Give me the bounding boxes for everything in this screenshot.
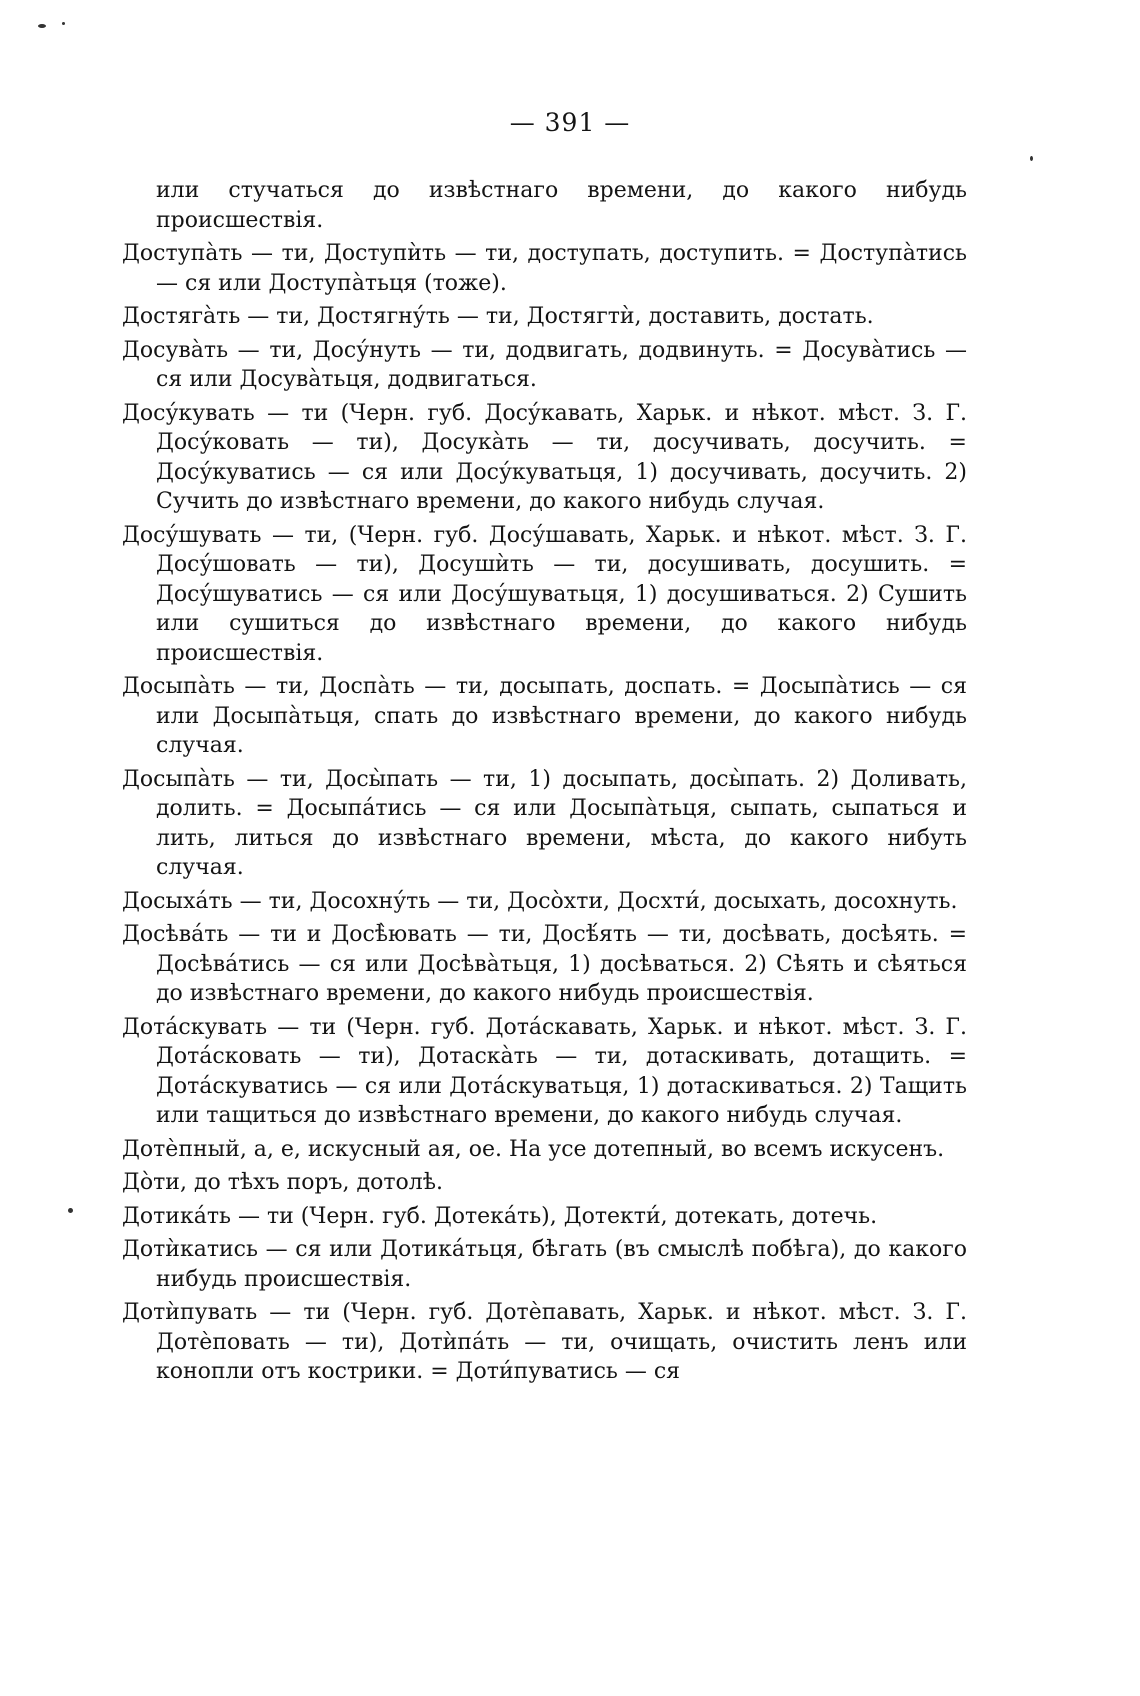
dictionary-entry: Досыпа̀ть — ти, Доспа̀ть — ти, досыпать, доспать. = Досыпа̀тись — ся или Досыпа̀тьця, спать до извѣстнаго времени, до какого нибудь случая.: [122, 674, 967, 758]
dictionary-entry: Досува̀ть — ти, Досу́нуть — ти, додвигать, додвинуть. = Досува̀тись — ся или Досува̀тьця, додвигаться.: [122, 337, 967, 392]
dictionary-entry: Досу́шувать — ти, (Черн. губ. Досу́шавать, Харьк. и нѣкот. мѣст. З. Г. Досу́шовать — ти), Досушѝть — ти, досушивать, досушить. = Досу́шуватись — ся или Досу́шуватьця, 1) досушиваться. 2) Сушить или сушиться до извѣстнаго времени, до какого нибудь происшествія.: [122, 522, 967, 666]
dictionary-entry: Дотика́ть — ти (Черн. губ. Дотека́ть), Дотекти́, дотекать, дотечь.: [122, 1203, 878, 1229]
entry-continuation: или стучаться до извѣстнаго времени, до какого нибудь происшествія.: [156, 178, 967, 233]
scan-speck: [68, 1208, 73, 1213]
dictionary-entry: Досу́кувать — ти (Черн. губ. Досу́кавать, Харьк. и нѣкот. мѣст. З. Г. Досу́ковать — ти), Досука̀ть — ти, досучивать, досучить. = Досу́куватись — ся или Досу́куватьця, 1) досучивать, досучить. 2) Сучить до извѣстнаго времени, до какого нибудь случая.: [122, 400, 967, 514]
dictionary-entry: Достяга̀ть — ти, Достягну́ть — ти, Достягтѝ, доставить, достать.: [122, 304, 874, 329]
dictionary-entry: Досыха́ть — ти, Досохну́ть — ти, Досо̀хти, Досхти́, досыхать, досохнуть.: [122, 888, 958, 914]
scan-speck: [1030, 156, 1033, 161]
dictionary-entry: Доступа̀ть — ти, Доступѝть — ти, доступать, доступить. = Доступа̀тись — ся или Доступа̀тьця (тоже).: [122, 241, 967, 296]
dictionary-entry: Дотѝкатись — ся или Дотика́тьця, бѣгать (въ смыслѣ побѣга), до какого нибудь происшествія.: [122, 1237, 967, 1292]
dictionary-entry: Досыпа̀ть — ти, Досы̀пать — ти, 1) досыпать, досы̀пать. 2) Доливать, долить. = Досыпа́тись — ся или Досыпа̀тьця, сыпать, сыпаться и лить, литься до извѣстнаго времени, мѣста, до какого нибуть случая.: [122, 766, 967, 880]
dictionary-entry: Дота́скувать — ти (Черн. губ. Дота́скавать, Харьк. и нѣкот. мѣст. З. Г. Дота́сковать — ти), Дотаска̀ть — ти, дотаскивать, дотащить. = Дота́скуватись — ся или Дота́скуватьця, 1) дотаскиваться. 2) Тащить или тащиться до извѣстнаго времени, до какого нибудь случая.: [122, 1014, 967, 1128]
dictionary-entry: Дотѝпувать — ти (Черн. губ. Дотѐпавать, Харьк. и нѣкот. мѣст. З. Г. Дотѐповать — ти), Дотѝпа́ть — ти, очищать, очистить ленъ или конопли отъ кострики. = Доти́пуватись — ся: [122, 1300, 967, 1384]
dictionary-entry: Досѣва́ть — ти и Досѣ̀ювать — ти, Досѣ́ять — ти, досѣвать, досѣять. = Досѣва́тись — ся или Досѣва̀тьця, 1) досѣваться. 2) Сѣять и сѣяться до извѣстнаго времени, до какого нибудь происшествія.: [122, 922, 967, 1006]
scan-speck: [62, 22, 65, 25]
dictionary-entry: Дотѐпный, а, е, искусный ая, ое. На усе дотепный, во всемъ искусенъ.: [122, 1136, 945, 1162]
dictionary-text: [122, 176, 967, 1391]
scan-speck: [38, 24, 46, 28]
page-number: — 391 —: [509, 108, 631, 137]
dictionary-entry: До̀ти, до тѣхъ поръ, дотолѣ.: [122, 1170, 443, 1195]
